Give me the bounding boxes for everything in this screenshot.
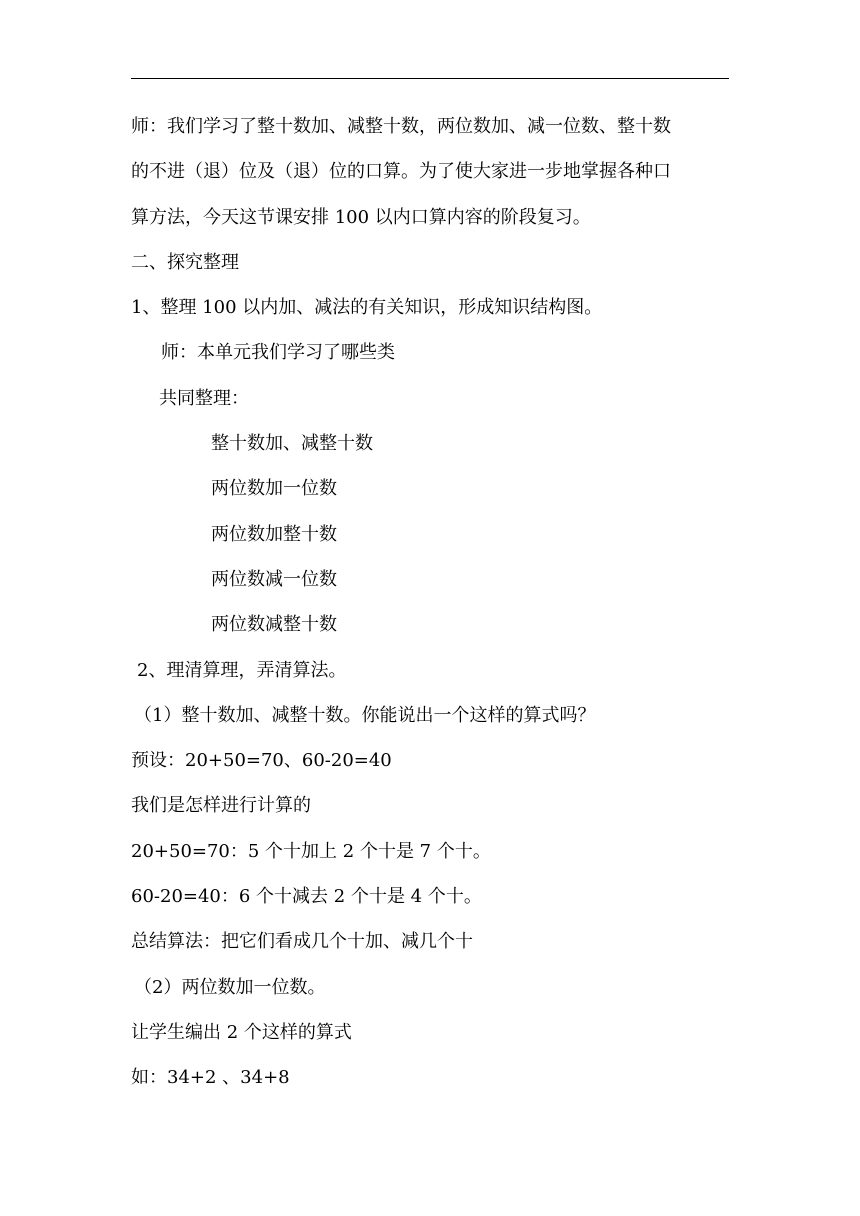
student-task: 让学生编出 2 个这样的算式 [131, 1021, 352, 1043]
structure-item: 整十数加、减整十数 [211, 433, 373, 455]
header-rule [131, 78, 729, 79]
step-2-heading: 2、理清算理，弄清算法。 [137, 659, 347, 681]
structure-item: 两位数减一位数 [211, 568, 337, 590]
paragraph-intro-line-1: 师：我们学习了整十数加、减整十数，两位数加、减一位数、整十数 [131, 116, 671, 137]
step-1-heading: 1、整理 100 以内加、减法的有关知识，形成知识结构图。 [131, 297, 603, 319]
preset-example: 预设：20+50=70、60-20=40 [131, 750, 392, 772]
explanation-line: 60-20=40：6 个十减去 2 个十是 4 个十。 [131, 886, 482, 908]
method-summary: 总结算法：把它们看成几个十加、减几个十 [131, 931, 473, 953]
calculation-question: 我们是怎样进行计算的 [131, 795, 311, 817]
structure-item: 两位数加一位数 [211, 478, 337, 500]
structure-item: 两位数减整十数 [211, 614, 337, 636]
structure-item: 两位数加整十数 [211, 523, 337, 545]
paragraph-intro-line-2: 的不进（退）位及（退）位的口算。为了使大家进一步地掌握各种口 [131, 161, 671, 183]
teacher-question: 师：本单元我们学习了哪些类 [161, 342, 395, 364]
section-heading: 二、探究整理 [131, 251, 239, 273]
summary-label: 共同整理： [159, 387, 249, 409]
subsection-1-heading: （1）整十数加、减整十数。你能说出一个这样的算式吗？ [134, 704, 596, 726]
example-line: 如：34+2 、34+8 [131, 1067, 290, 1089]
paragraph-intro-line-3: 算方法，今天这节课安排 100 以内口算内容的阶段复习。 [131, 206, 591, 228]
explanation-line: 20+50=70：5 个十加上 2 个十是 7 个十。 [131, 840, 491, 862]
document-body [131, 104, 731, 1101]
subsection-2-heading: （2）两位数加一位数。 [134, 976, 326, 998]
